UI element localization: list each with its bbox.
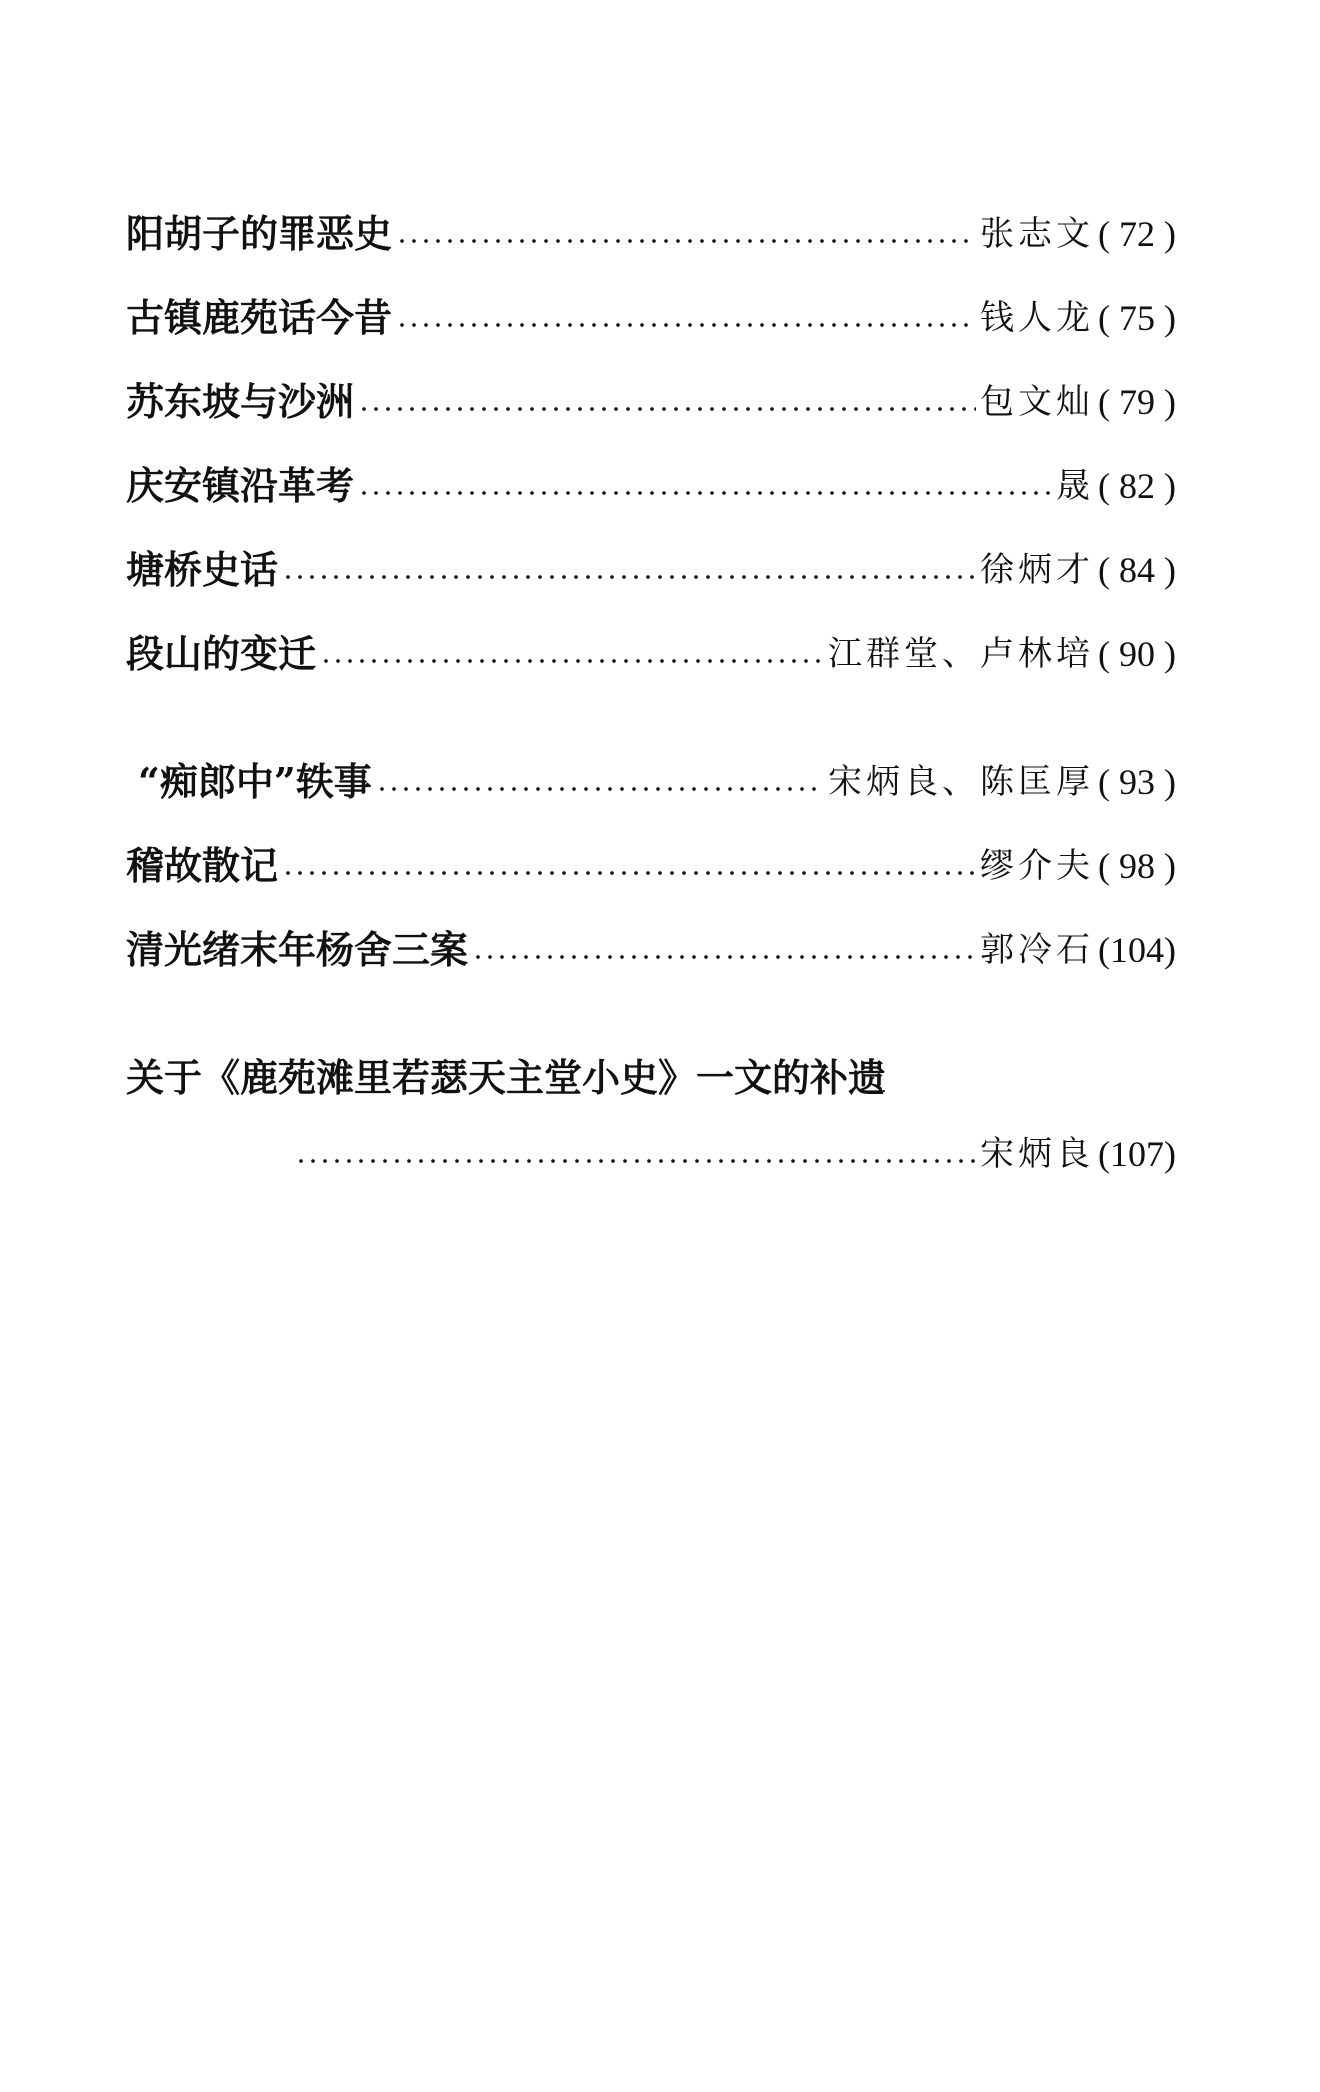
entry-page: ( 98 ) xyxy=(1098,846,1176,886)
entry-title: 塘桥史话 xyxy=(126,547,279,592)
entry-author: 张志文 xyxy=(980,214,1095,254)
dot-leader xyxy=(396,238,976,244)
entry-page: ( 72 ) xyxy=(1098,214,1176,254)
entry-page: ( 79 ) xyxy=(1098,382,1176,422)
dot-leader xyxy=(358,490,1052,496)
toc-entry xyxy=(126,758,1176,806)
toc-entry-title-line xyxy=(126,1054,1176,1102)
toc-entry xyxy=(126,462,1176,510)
entry-page: ( 90 ) xyxy=(1098,634,1176,674)
toc-entry-continuation xyxy=(126,1130,1176,1178)
toc-entry xyxy=(126,210,1176,258)
dot-leader xyxy=(320,658,824,664)
entry-title: 古镇鹿苑话今昔 xyxy=(126,295,393,340)
dot-leader xyxy=(295,1158,976,1164)
dot-leader xyxy=(472,954,976,960)
entry-title: 段山的变迁 xyxy=(126,631,317,676)
entry-author: 江群堂、卢林培 xyxy=(828,634,1095,674)
dot-leader xyxy=(358,406,976,412)
toc-entry xyxy=(126,378,1176,426)
entry-page: ( 93 ) xyxy=(1098,762,1176,802)
entry-author: 缪介夫 xyxy=(980,846,1095,886)
toc-entry xyxy=(126,294,1176,342)
entry-author: 宋炳良、陈匡厚 xyxy=(828,762,1095,802)
entry-title: 庆安镇沿革考 xyxy=(126,463,355,508)
entry-title: 稽故散记 xyxy=(126,843,279,888)
entry-page: (104) xyxy=(1098,930,1176,970)
toc-entry xyxy=(126,842,1176,890)
entry-page: ( 84 ) xyxy=(1098,550,1176,590)
entry-title: 阳胡子的罪恶史 xyxy=(126,211,393,256)
entry-title: 关于《鹿苑滩里若瑟天主堂小史》一文的补遗 xyxy=(126,1055,887,1100)
entry-page: ( 82 ) xyxy=(1098,466,1176,506)
entry-title: “痴郎中”轶事 xyxy=(138,759,372,804)
entry-author: 包文灿 xyxy=(980,382,1095,422)
entry-author: 徐炳才 xyxy=(980,550,1095,590)
dot-leader xyxy=(396,322,976,328)
toc-entry xyxy=(126,926,1176,974)
entry-author: 晟 xyxy=(1056,466,1095,506)
dot-leader xyxy=(282,574,976,580)
entry-title: 清光绪末年杨舍三案 xyxy=(126,927,469,972)
entry-page: (107) xyxy=(1098,1134,1176,1174)
dot-leader xyxy=(282,870,976,876)
entry-page: ( 75 ) xyxy=(1098,298,1176,338)
toc-entry xyxy=(126,630,1176,678)
toc-entry xyxy=(126,546,1176,594)
entry-title: 苏东坡与沙洲 xyxy=(126,379,355,424)
table-of-contents xyxy=(126,210,1176,1214)
entry-author: 钱人龙 xyxy=(980,298,1095,338)
entry-author: 宋炳良 xyxy=(980,1134,1095,1174)
entry-author: 郭冷石 xyxy=(980,930,1095,970)
dot-leader xyxy=(376,786,824,792)
